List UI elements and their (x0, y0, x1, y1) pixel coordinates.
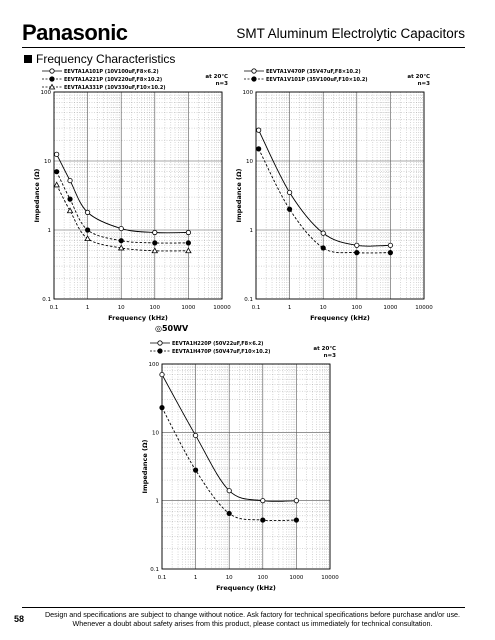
y-tick-label: 10 (44, 159, 51, 165)
data-point (321, 246, 325, 250)
section-title: Frequency Characteristics (36, 52, 176, 66)
y-tick-label: 1 (249, 228, 253, 234)
data-point (355, 250, 359, 254)
impedance-chart-35v (232, 62, 433, 322)
condition-label: n=3 (215, 81, 228, 87)
footer-rule (22, 607, 465, 608)
legend-label: EEVTA1A221P (10V220uF,F8×10.2) (64, 77, 163, 83)
x-tick-label: 1 (193, 575, 198, 581)
y-axis-label: Impedance (Ω) (235, 168, 243, 223)
condition-label: at 20℃ (407, 74, 430, 80)
data-point (256, 147, 260, 151)
x-tick-label: 1000 (383, 305, 398, 311)
legend-label: EEVTA1A101P (10V100uF,F8×6.2) (64, 69, 159, 75)
x-tick-label: 1000 (289, 575, 304, 581)
x-tick-label: 10 (225, 575, 233, 581)
data-point (68, 197, 72, 201)
legend-label: EEVTA1V470P (35V47uF,F8×10.2) (266, 69, 361, 75)
data-point (388, 243, 392, 247)
x-tick-label: 10 (117, 305, 125, 311)
condition-label: n=3 (323, 353, 336, 359)
legend-marker (252, 69, 256, 73)
y-tick-label: 1 (47, 228, 51, 234)
x-axis-label: Frequency (kHz) (108, 314, 168, 322)
plot-frame (54, 92, 222, 299)
data-point (193, 468, 197, 472)
data-point (261, 498, 265, 502)
data-point (85, 228, 89, 232)
data-point (355, 243, 359, 247)
x-tick-label: 1000 (181, 305, 196, 311)
data-point (193, 433, 197, 437)
subheading-50wv: ◎50WV (155, 324, 189, 333)
legend-label: EEVTA1H470P (50V47uF,F10×10.2) (172, 349, 271, 355)
y-tick-label: 0.1 (42, 297, 51, 303)
legend-marker (50, 69, 54, 73)
y-tick-label: 100 (242, 90, 253, 96)
data-point (186, 230, 190, 234)
impedance-chart-10v (30, 62, 231, 322)
y-tick-label: 0.1 (244, 297, 253, 303)
data-point (287, 190, 291, 194)
condition-label: n=3 (417, 81, 430, 87)
page-number: 58 (14, 614, 25, 624)
data-point (261, 518, 265, 522)
data-point (186, 248, 191, 253)
y-axis-label: Impedance (Ω) (141, 439, 149, 494)
condition-label: at 20℃ (205, 74, 228, 80)
x-tick-label: 0.1 (157, 575, 167, 581)
data-point (153, 230, 157, 234)
x-tick-label: 0.1 (49, 305, 59, 311)
data-point (153, 241, 157, 245)
series-line (259, 149, 391, 253)
data-point (85, 210, 89, 214)
data-point (160, 372, 164, 376)
x-tick-label: 1 (287, 305, 292, 311)
legend-marker (158, 349, 162, 353)
data-point (54, 182, 59, 187)
legend-label: EEVTA1A331P (10V330uF,F10×10.2) (64, 85, 166, 91)
chart-svg (138, 334, 338, 604)
x-axis-label: Frequency (kHz) (216, 584, 276, 592)
data-point (119, 238, 123, 242)
data-point (294, 518, 298, 522)
plot-frame (162, 364, 330, 569)
footer-line-2: Whenever a doubt about safety arises from this product, please contact us immediately for technical consultation. (72, 619, 433, 628)
y-tick-label: 100 (40, 90, 51, 96)
data-point (227, 511, 231, 515)
x-tick-label: 10000 (415, 305, 433, 311)
y-tick-label: 10 (246, 159, 253, 165)
legend-label: EEVTA1V101P (35V100uF,F10×10.2) (266, 77, 368, 83)
condition-label: at 20℃ (313, 346, 336, 352)
footer-line-1: Design and specifications are subject to change without notice. Ask factory for technical specifications before purchase and/or use. (44, 610, 461, 619)
series-line (57, 154, 189, 232)
impedance-chart-50v (138, 334, 338, 604)
data-point (54, 169, 58, 173)
y-tick-label: 1 (155, 498, 159, 505)
legend-label: EEVTA1H220P (50V22uF,F8×6.2) (172, 341, 264, 347)
data-point (186, 241, 190, 245)
data-point (67, 208, 72, 213)
legend-marker (252, 77, 256, 81)
data-point (227, 488, 231, 492)
data-point (160, 405, 164, 409)
chart-svg (232, 62, 433, 322)
footer-notice (40, 610, 465, 628)
x-tick-label: 100 (257, 575, 269, 581)
series-line (259, 130, 391, 246)
data-point (54, 152, 58, 156)
x-axis-label: Frequency (kHz) (310, 314, 370, 322)
data-point (321, 231, 325, 235)
x-tick-label: 100 (351, 305, 363, 311)
x-tick-label: 100 (149, 305, 161, 311)
y-tick-label: 100 (148, 362, 159, 368)
data-point (287, 207, 291, 211)
x-tick-label: 0.1 (251, 305, 261, 311)
chart-svg (30, 62, 231, 322)
legend-marker (50, 77, 54, 81)
header-rule (22, 47, 465, 48)
y-tick-label: 0.1 (150, 567, 159, 573)
data-point (68, 178, 72, 182)
x-tick-label: 10 (319, 305, 327, 311)
legend-marker (158, 341, 162, 345)
document-title: SMT Aluminum Electrolytic Capacitors (236, 26, 465, 41)
x-tick-label: 10000 (213, 305, 231, 311)
data-point (256, 128, 260, 132)
x-tick-label: 10000 (321, 575, 339, 581)
y-tick-label: 10 (152, 430, 159, 437)
data-point (119, 226, 123, 230)
x-tick-label: 1 (85, 305, 90, 311)
y-axis-label: Impedance (Ω) (33, 168, 41, 223)
brand-logo: Panasonic (22, 20, 128, 45)
data-point (294, 498, 298, 502)
data-point (388, 250, 392, 254)
